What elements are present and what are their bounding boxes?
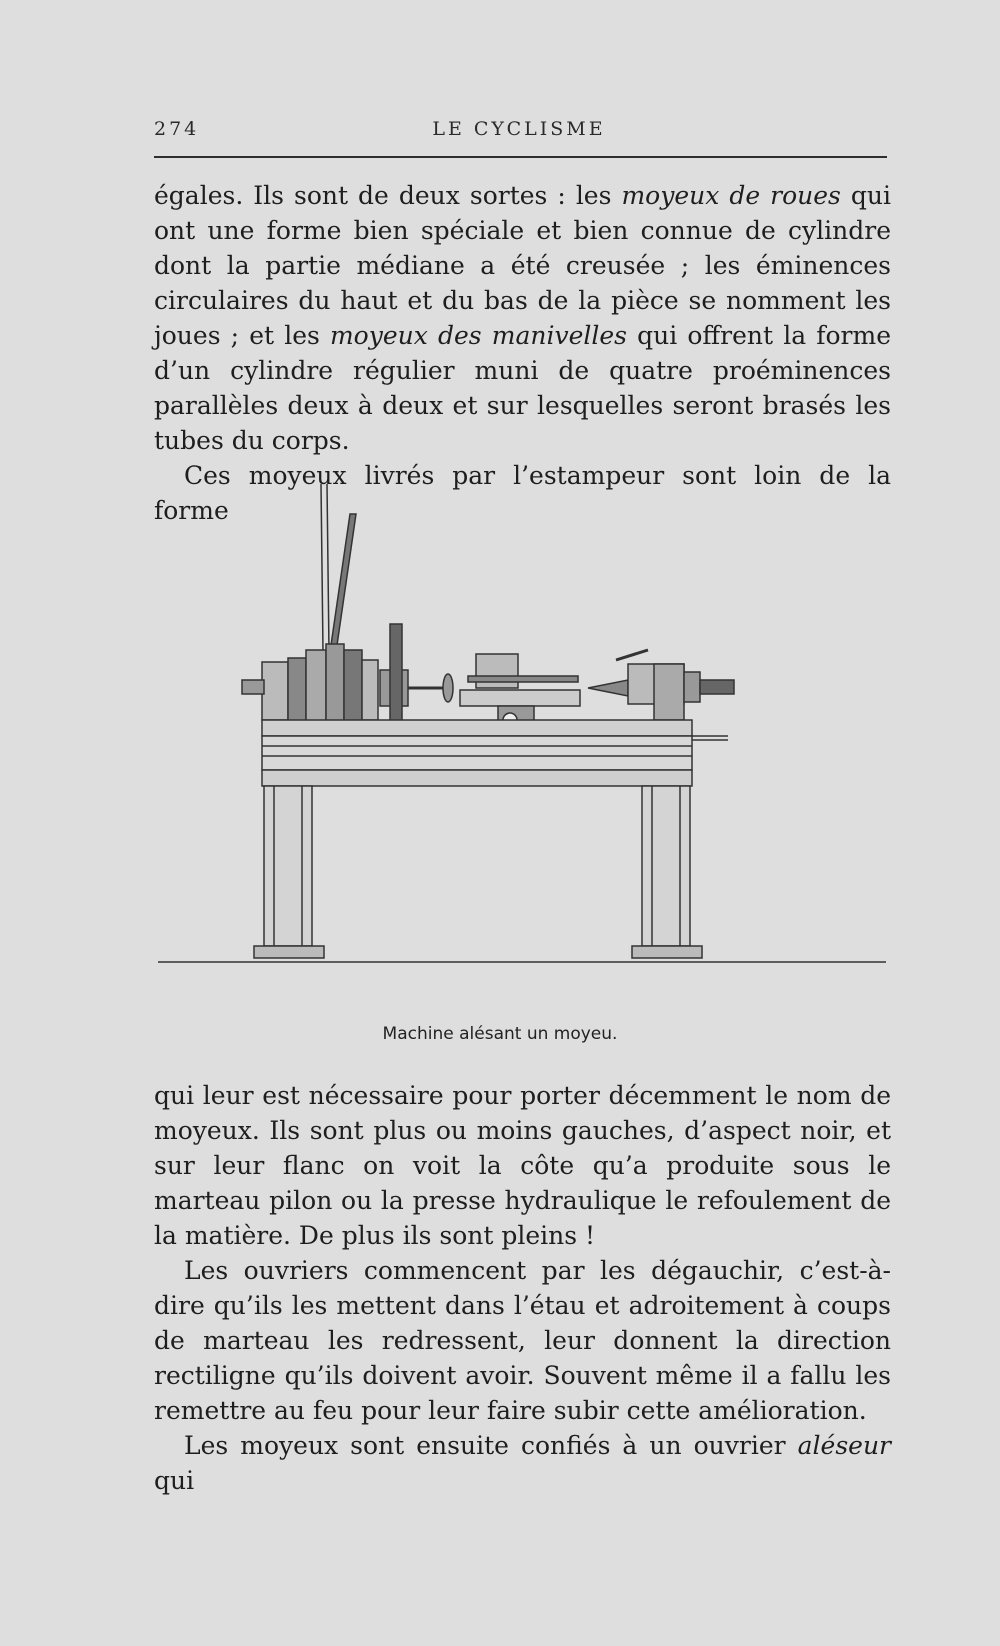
lathe-drawing xyxy=(158,484,886,1022)
bottom-text xyxy=(154,1078,891,1498)
paragraph: Ces moyeux livrés par l’estampeur sont loin de la forme xyxy=(154,461,891,525)
text-run: qui offrent la forme d’un cylindre régulier muni de quatre proéminences parallèles deux à deux et sur lesquelles seront brasés les tubes du corps. xyxy=(154,321,892,455)
text-run: Les moyeux sont ensuite confiés à un ouvrier xyxy=(184,1431,798,1460)
text-run: qui xyxy=(154,1466,195,1495)
figure-caption: Machine alésant un moyeu. xyxy=(382,1024,618,1044)
paragraph: qui leur est nécessaire pour porter décemment le nom de moyeux. Ils sont plus ou moins gauches, d’aspect noir, et sur leur flanc on voit la côte qu’a produite sous le marteau pilon ou la presse hydraulique le refoulement de la matière. De plus ils sont pleins ! xyxy=(154,1081,891,1250)
paragraph: Les ouvriers commencent par les dégauchir, c’est-à-dire qu’ils les mettent dans l’étau et adroitement à coups de marteau les redressent, leur donnent la direction rectiligne qu’ils doivent avoir. Souvent même il a fallu les remettre au feu pour leur faire subir cette amélioration. xyxy=(154,1256,891,1425)
running-title: LE CYCLISME xyxy=(432,118,606,140)
italic-term: moyeux de roues xyxy=(621,181,841,210)
lathe-illustration xyxy=(158,484,886,1022)
italic-term: moyeux des manivelles xyxy=(329,321,627,350)
italic-term: aléseur xyxy=(797,1431,891,1460)
paragraph xyxy=(154,178,891,458)
page-header xyxy=(154,118,884,148)
paragraph xyxy=(154,1428,891,1498)
page-number: 274 xyxy=(154,118,200,140)
header-rule xyxy=(154,156,887,158)
top-text xyxy=(154,178,891,528)
text-run: qui ont une forme bien spéciale et bien connue de cylindre dont la partie médiane a été creusée ; les éminences circulaires du haut et du bas de la pièce se nomment les joues ; et les xyxy=(154,181,892,350)
text-run: égales. Ils sont de deux sortes : les xyxy=(154,181,622,210)
